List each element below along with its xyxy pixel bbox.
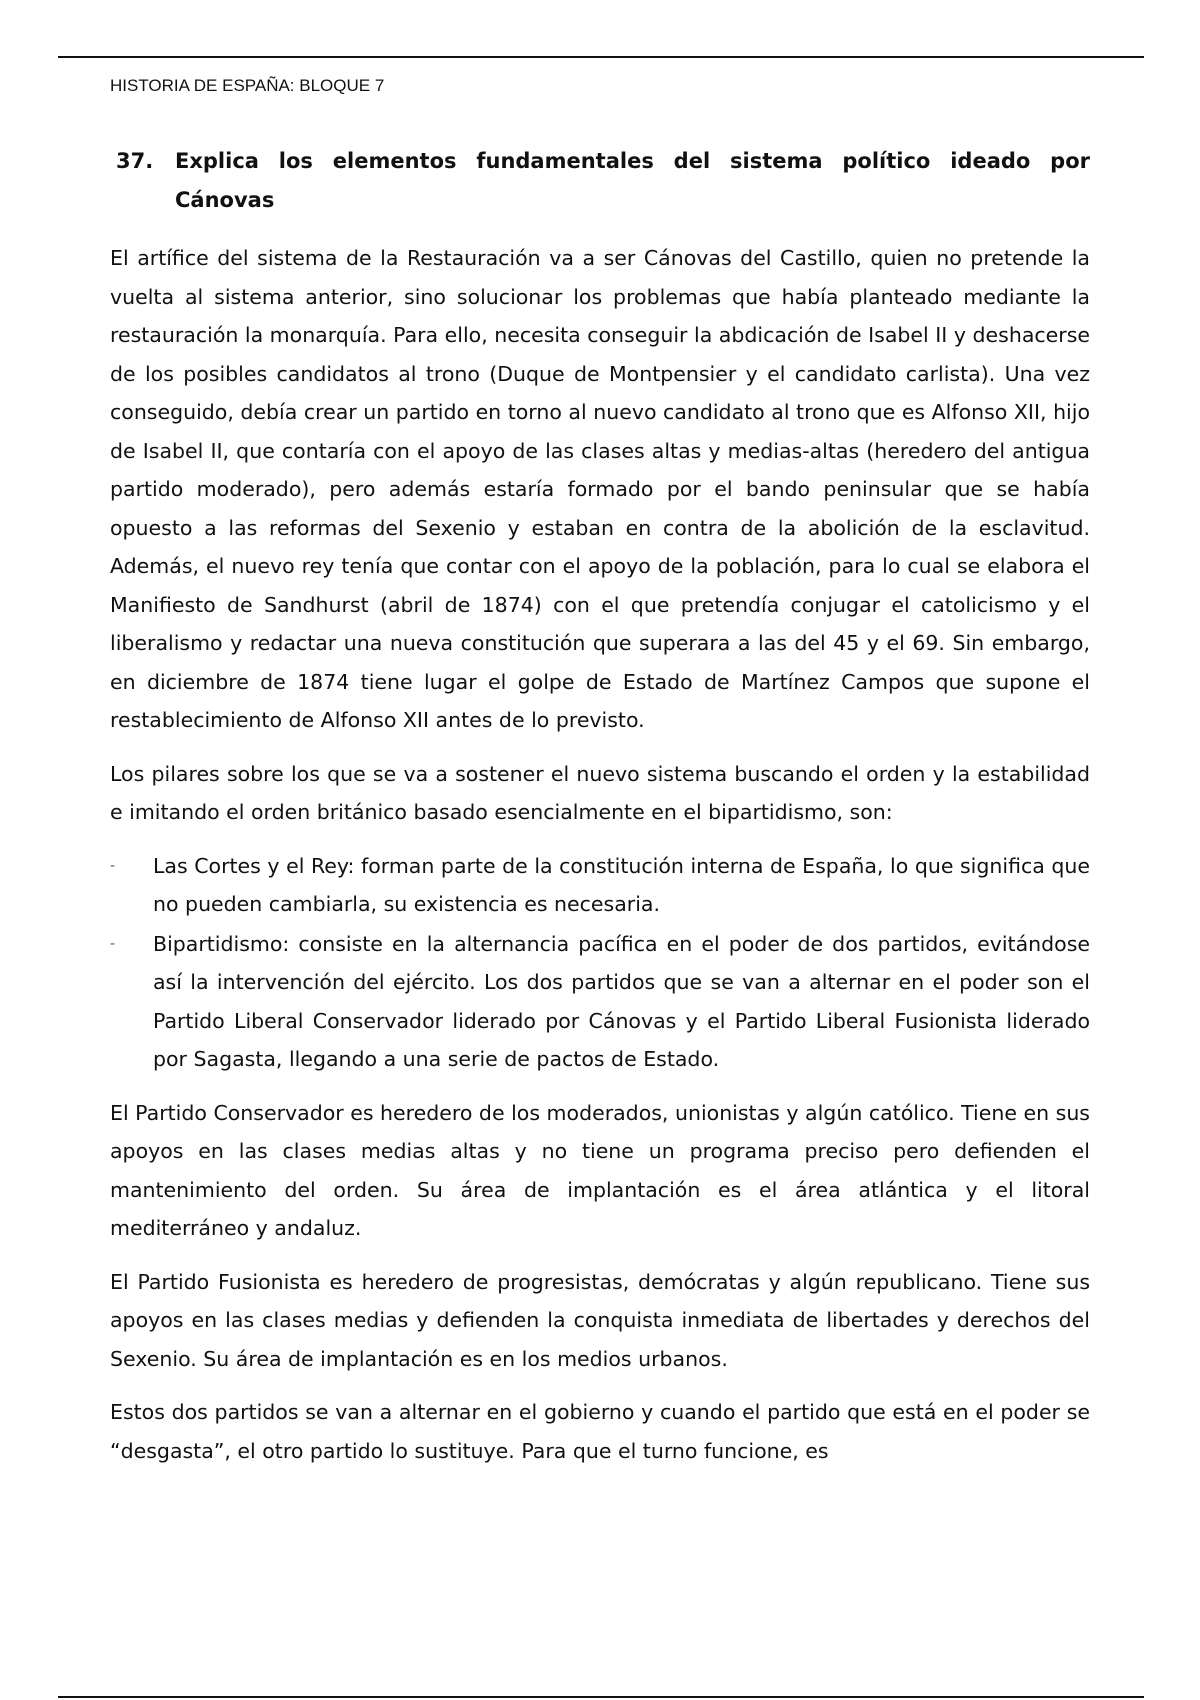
list-item bbox=[110, 925, 1090, 1079]
question-heading bbox=[116, 142, 1090, 219]
paragraph-conservador: El Partido Conservador es heredero de los moderados, unionistas y algún católico. Tiene en sus apoyos en las clases medias altas y no tiene un programa preciso pero defienden el mantenimiento del orden. Su área de implantación es el área atlántica y el litoral mediterráneo y andaluz. bbox=[110, 1100, 1090, 1240]
question-text: Explica los elementos fundamentales del sistema político ideado por Cánovas bbox=[175, 149, 1090, 212]
paragraph-fusionista: El Partido Fusionista es heredero de progresistas, demócratas y algún republicano. Tiene sus apoyos en las clases medias y defienden la conquista inmediata de libertades y derechos del Sexenio. Su área de implantación es en los medios urbanos. bbox=[110, 1269, 1090, 1371]
pillars-list bbox=[110, 847, 1090, 1079]
paragraph-pillars: Los pilares sobre los que se va a sostener el nuevo sistema buscando el orden y la estabilidad e imitando el orden británico basado esencialmente en el bipartidismo, son: bbox=[110, 761, 1090, 824]
list-item-text: Bipartidismo: consiste en la alternancia pacífica en el poder de dos partidos, evitándose así la intervención del ejército. Los dos partidos que se van a alternar en el poder son el Partido Liberal Conservador liderado por Cánovas y el Partido Liberal Fusionista liderado por Sagasta, llegando a una serie de pactos de Estado. bbox=[153, 931, 1090, 1071]
list-item-text: Las Cortes y el Rey: forman parte de la constitución interna de España, lo que significa que no pueden cambiarla, su existencia es necesaria. bbox=[153, 853, 1090, 916]
bullet-marker: - bbox=[110, 857, 116, 874]
paragraph-turno: Estos dos partidos se van a alternar en el gobierno y cuando el partido que está en el poder se “desgasta”, el otro partido lo sustituye. Para que el turno funcione, es bbox=[110, 1400, 1090, 1463]
footer-rule bbox=[58, 1696, 1144, 1698]
question-number: 37. bbox=[116, 149, 154, 173]
list-item bbox=[110, 847, 1090, 924]
header-rule bbox=[58, 56, 1144, 58]
document-body bbox=[110, 142, 1090, 1485]
running-header: HISTORIA DE ESPAÑA: BLOQUE 7 bbox=[110, 76, 385, 95]
bullet-marker: - bbox=[110, 935, 116, 952]
paragraph-intro: El artífice del sistema de la Restauración va a ser Cánovas del Castillo, quien no pretende la vuelta al sistema anterior, sino solucionar los problemas que había planteado mediante la restauración la monarquía. Para ello, necesita conseguir la abdicación de Isabel II y deshacerse de los posibles candidatos al trono (Duque de Montpensier y el candidato carlista). Una vez conseguido, debía crear un partido en torno al nuevo candidato al trono que es Alfonso XII, hijo de Isabel II, que contaría con el apoyo de las clases altas y medias-altas (heredero del antigua partido moderado), pero además estaría formado por el bando peninsular que se había opuesto a las reformas del Sexenio y estaban en contra de la abolición de la esclavitud. Además, el nuevo rey tenía que contar con el apoyo de la población, para lo cual se elabora el Manifiesto de Sandhurst (abril de 1874) con el que pretendía conjugar el catolicismo y el liberalismo y redactar una nueva constitución que superara a las del 45 y el 69. Sin embargo, en diciembre de 1874 tiene lugar el golpe de Estado de Martínez Campos que supone el restablecimiento de Alfonso XII antes de lo previsto. bbox=[110, 246, 1090, 732]
